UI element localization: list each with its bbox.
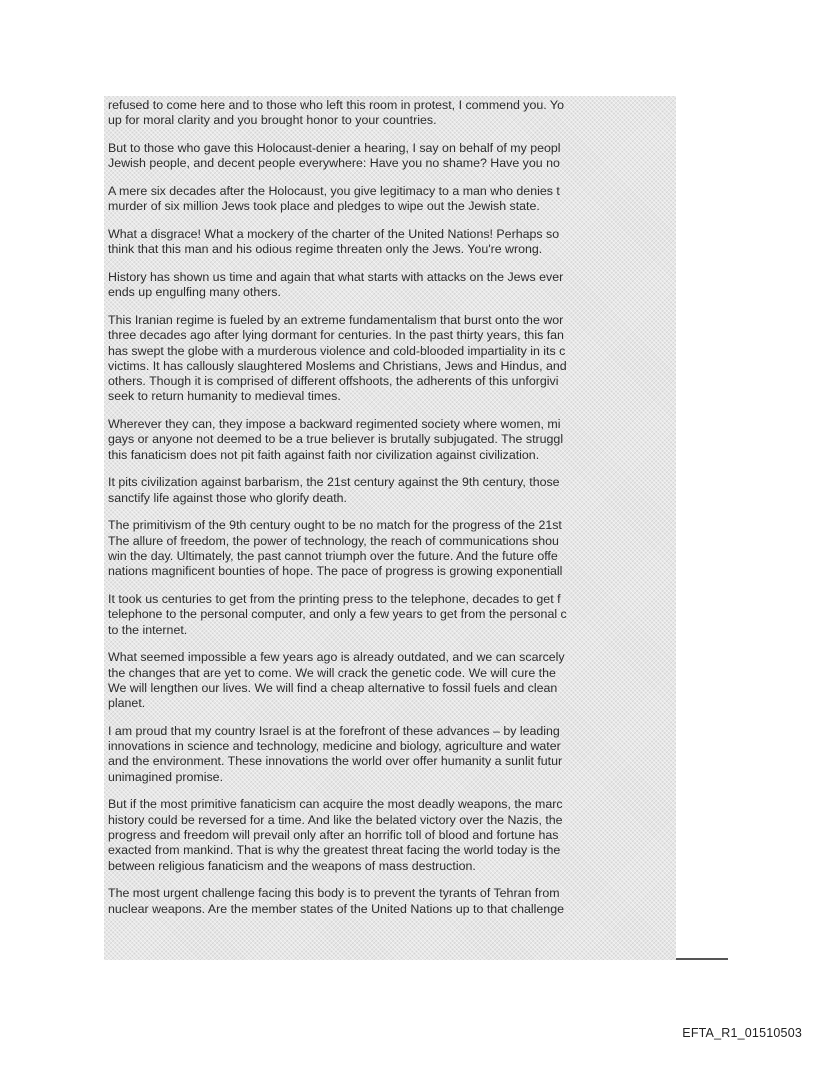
text-line: refused to come here and to those who left this room in protest, I commend you. Yo bbox=[108, 98, 564, 112]
text-line: We will lengthen our lives. We will find a cheap alternative to fossil fuels and clean bbox=[108, 680, 558, 695]
paragraph bbox=[108, 184, 676, 215]
text-line: sanctify life against those who glorify death. bbox=[108, 490, 347, 505]
text-line: the changes that are yet to come. We will crack the genetic code. We will cure the bbox=[108, 665, 556, 680]
text-line: nuclear weapons. Are the member states of the United Nations up to that challenge bbox=[108, 901, 564, 916]
text-line: gays or anyone not deemed to be a true believer is brutally subjugated. The struggl bbox=[108, 432, 564, 447]
text-line: telephone to the personal computer, and only a few years to get from the personal c bbox=[108, 607, 567, 622]
text-line: Wherever they can, they impose a backward regimented society where women, mi bbox=[108, 417, 561, 432]
text-line: this fanaticism does not pit faith against faith nor civilization against civilization. bbox=[108, 447, 540, 462]
paragraph bbox=[108, 227, 676, 258]
text-line: A mere six decades after the Holocaust, you give legitimacy to a man who denies t bbox=[108, 183, 560, 198]
text-line: This Iranian regime is fueled by an extreme fundamentalism that burst onto the wor bbox=[108, 312, 564, 327]
text-line: The primitivism of the 9th century ought to be no match for the progress of the 21st bbox=[108, 518, 562, 533]
paragraph bbox=[108, 270, 676, 301]
text-line: has swept the globe with a murderous violence and cold-blooded impartiality in its c bbox=[108, 343, 566, 358]
text-line: between religious fanaticism and the weapons of mass destruction. bbox=[108, 858, 476, 873]
text-line: What seemed impossible a few years ago is already outdated, and we can scarcely bbox=[108, 650, 565, 665]
text-line: and the environment. These innovations the world over offer humanity a sunlit futur bbox=[108, 754, 563, 769]
paragraph bbox=[108, 417, 676, 463]
text-line: ends up engulfing many others. bbox=[108, 285, 281, 300]
text-line: It took us centuries to get from the printing press to the telephone, decades to get f bbox=[108, 591, 561, 606]
paragraph bbox=[108, 724, 676, 785]
paragraph bbox=[108, 475, 676, 506]
paragraph bbox=[108, 592, 676, 638]
text-line: I am proud that my country Israel is at the forefront of these advances – by leading bbox=[108, 723, 560, 738]
text-line: up for moral clarity and you brought honor to your countries. bbox=[108, 113, 437, 128]
text-line: The most urgent challenge facing this body is to prevent the tyrants of Tehran from bbox=[108, 886, 560, 901]
paragraph bbox=[108, 313, 676, 405]
speech-text bbox=[108, 98, 676, 929]
paragraph bbox=[108, 141, 676, 172]
text-line: others. Though it is comprised of different offshoots, the adherents of this unforgivi bbox=[108, 374, 559, 389]
text-line: What a disgrace! What a mockery of the charter of the United Nations! Perhaps so bbox=[108, 226, 560, 241]
paragraph bbox=[108, 886, 676, 917]
text-line: to the internet. bbox=[108, 622, 188, 637]
text-line: But if the most primitive fanaticism can acquire the most deadly weapons, the marc bbox=[108, 797, 563, 812]
paragraph bbox=[108, 797, 676, 873]
text-line: It pits civilization against barbarism, the 21st century against the 9th century, those bbox=[108, 475, 560, 490]
text-line: seek to return humanity to medieval times. bbox=[108, 389, 341, 404]
text-line: The allure of freedom, the power of technology, the reach of communications shou bbox=[108, 533, 559, 548]
page-id-stamp: EFTA_R1_01510503 bbox=[682, 1026, 802, 1040]
text-line: victims. It has callously slaughtered Moslems and Christians, Jews and Hindus, and bbox=[108, 358, 567, 373]
text-line: planet. bbox=[108, 696, 146, 711]
text-line: history could be reversed for a time. And like the belated victory over the Nazis, the bbox=[108, 812, 563, 827]
scanned-page bbox=[104, 96, 676, 960]
text-line: exacted from mankind. That is why the greatest threat facing the world today is the bbox=[108, 843, 561, 858]
text-line: innovations in science and technology, medicine and biology, agriculture and water bbox=[108, 739, 561, 754]
text-line: murder of six million Jews took place and pledges to wipe out the Jewish state. bbox=[108, 199, 540, 214]
text-line: three decades ago after lying dormant for centuries. In the past thirty years, this fan bbox=[108, 328, 564, 343]
paragraph bbox=[108, 98, 676, 129]
paragraph bbox=[108, 518, 676, 579]
text-line: think that this man and his odious regime threaten only the Jews. You're wrong. bbox=[108, 242, 543, 257]
page-rule-divider bbox=[676, 958, 728, 960]
text-line: nations magnificent bounties of hope. The pace of progress is growing exponentiall bbox=[108, 564, 563, 579]
text-line: win the day. Ultimately, the past cannot triumph over the future. And the future offe bbox=[108, 548, 558, 563]
text-line: Jewish people, and decent people everywhere: Have you no shame? Have you no bbox=[108, 156, 560, 171]
text-line: History has shown us time and again that what starts with attacks on the Jews ever bbox=[108, 269, 564, 284]
text-line: unimagined promise. bbox=[108, 769, 224, 784]
text-line: progress and freedom will prevail only after an horrific toll of blood and fortune has bbox=[108, 827, 559, 842]
paragraph bbox=[108, 650, 676, 711]
text-line: But to those who gave this Holocaust-denier a hearing, I say on behalf of my peopl bbox=[108, 140, 561, 155]
